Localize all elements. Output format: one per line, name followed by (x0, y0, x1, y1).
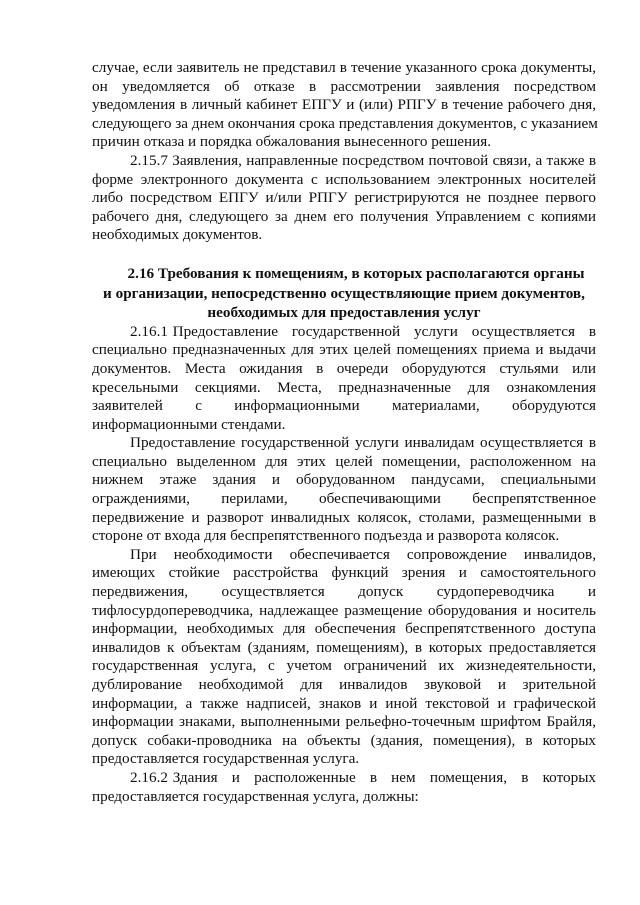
text-line: 2.16.1 Предоставление государственной услуги осуществляется в (130, 322, 596, 340)
text-line: предоставляется государственная услуга. (92, 750, 360, 768)
text-line: передвижение и разворот инвалидных колясок, столами, размещенными в (92, 508, 596, 526)
paragraph-2-16-1 (92, 323, 596, 435)
text-line: нижнем этаже здания и оборудованном пандусами, специальными (92, 471, 596, 489)
heading-line: 2.16 Требования к помещениям, в которых располагаются органы (127, 264, 585, 282)
paragraph-disabled-access (92, 434, 596, 546)
section-spacer (92, 245, 596, 264)
text-line: 2.16.2 Здания и расположенные в нем помещения, в которых (130, 768, 596, 786)
text-line: тифлосурдопереводчика, надлежащее размещение оборудования и носитель (92, 601, 596, 619)
text-line: стороне от входа для беспрепятственного подъезда и разворота колясок. (92, 527, 560, 545)
heading-line: необходимых для предоставления услуг (207, 304, 481, 322)
text-line: имеющих стойкие расстройства функций зрения и самостоятельного (92, 564, 596, 582)
text-line: кресельными секциями. Места, предназначенные для ознакомления (92, 378, 596, 396)
text-line: специально выделенном для этих целей помещении, расположенном на (92, 452, 596, 470)
text-line: необходимых документов. (92, 226, 263, 244)
paragraph-2-16-2 (92, 769, 596, 806)
text-line: государственная услуга, с учетом ограничений их жизнедеятельности, (92, 657, 596, 675)
heading-line: и организации, непосредственно осуществляющие прием документов, (103, 284, 585, 302)
text-line: следующего за днем окончания срока представления документов, с указанием (92, 114, 598, 132)
text-line: допуск собаки-проводника на объекты (здания, помещения), в которых (92, 731, 596, 749)
text-line: уведомления в личный кабинет ЕПГУ и (или) РПГУ в течение рабочего дня, (92, 96, 596, 114)
text-line: 2.15.7 Заявления, направленные посредством почтовой связи, а также в (130, 151, 596, 169)
section-heading-2-16 (92, 264, 596, 323)
text-line: форме электронного документа с использованием электронных носителей (92, 170, 596, 188)
text-line: либо посредством ЕПГУ и/или РПГУ регистрируются не позднее первого (92, 189, 596, 207)
text-line: информации знаками, выполненными рельефно-точечным шрифтом Брайля, (92, 713, 596, 731)
text-line: дублирование необходимой для инвалидов звуковой и зрительной (92, 676, 596, 693)
text-line: предоставляется государственная услуга, должны: (92, 787, 419, 805)
text-line: информации, необходимых для обеспечения беспрепятственного доступа (92, 620, 596, 638)
paragraph-2-15-6-continuation (92, 59, 596, 152)
document-page (92, 59, 596, 806)
text-line: специально предназначенных для этих целей помещениях приема и выдачи (92, 341, 596, 359)
text-line: рабочего дня, следующего за днем его получения Управлением с копиями (92, 207, 596, 225)
text-line: Предоставление государственной услуги инвалидам осуществляется в (130, 434, 596, 452)
text-line: инвалидов к объектам (зданиям, помещениям), в которых предоставляется (92, 638, 596, 656)
text-line: заявителей с информационными материалами, оборудуются (92, 397, 596, 415)
text-line: информационными стендами. (92, 415, 286, 433)
text-line: ограждениями, перилами, обеспечивающими беспрепятственное (92, 490, 596, 508)
paragraph-2-15-7 (92, 152, 596, 245)
text-line: случае, если заявитель не представил в течение указанного срока документы, (92, 59, 596, 76)
text-line: передвижения, осуществляется допуск сурдопереводчика и (92, 583, 596, 601)
text-line: документов. Места ожидания в очереди оборудуются стульями или (92, 359, 596, 377)
paragraph-escort (92, 546, 596, 769)
text-line: причин отказа и порядка обжалования вынесенного решения. (92, 133, 492, 151)
text-line: При необходимости обеспечивается сопровождение инвалидов, (130, 545, 596, 563)
text-line: он уведомляется об отказе в рассмотрении заявления посредством (92, 77, 596, 95)
text-line: информации, а также надписей, знаков и иной текстовой и графической (92, 694, 596, 712)
